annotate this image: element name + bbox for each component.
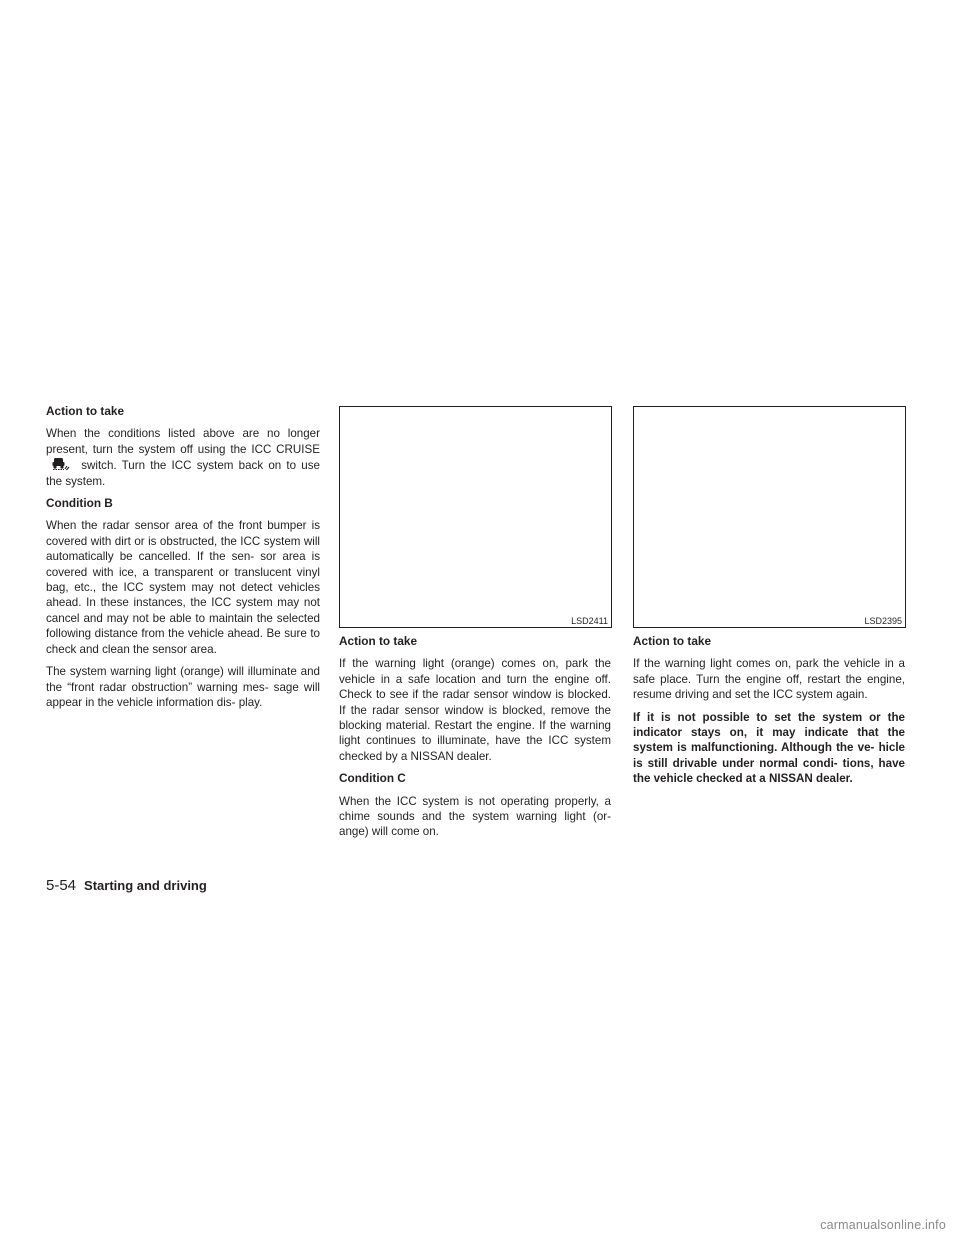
page-footer (46, 877, 207, 895)
action-text-before-icon: When the conditions listed above are no longer present, turn the system off using the ICC CRUISE (46, 427, 320, 456)
condition-b-paragraph: When the radar sensor area of the front bumper is covered with dirt or is obstructed, the ICC system will automatically be cancelled. If the sen- sor area is covered with ice, a transparent or translucent vinyl bag, etc., the ICC system may not detect vehicles ahead. In these instances, the ICC system may not cancel and may not be able to maintain the selected following distance from the vehicle ahead. Be sure to check and clean the sensor area. (46, 519, 320, 656)
action-paragraph: If the warning light comes on, park the vehicle in a safe place. Turn the engine off, restart the engine, resume driving and set the ICC system again. (633, 657, 905, 702)
action-paragraph: If the warning light (orange) comes on, park the vehicle in a safe location and turn the engine off. Check to see if the radar sensor window is blocked. If the radar sensor window is blocked, remove the blocking material. Restart the engine. If the warning light continues to illuminate, have the ICC system checked by a NISSAN dealer. (339, 657, 611, 763)
figure-lsd2395 (633, 406, 906, 628)
malfunction-warning-paragraph: If it is not possible to set the system or the indicator stays on, it may indicate that the system is malfunctioning. Although the ve- hicle is still drivable under normal condi- tions, have the vehicle checked at a NISSAN dealer. (633, 710, 905, 786)
cruise-car-icon (50, 457, 70, 471)
condition-b-heading: Condition B (46, 496, 113, 511)
right-column (633, 634, 905, 794)
left-column (46, 404, 320, 717)
warning-light-paragraph: The system warning light (orange) will illuminate and the “front radar obstruction” warning mes- sage will appear in the vehicle information dis- play. (46, 665, 320, 709)
action-heading: Action to take (46, 404, 124, 418)
section-title: Starting and driving (84, 878, 207, 893)
condition-c-heading: Condition C (339, 771, 406, 786)
watermark: carmanualsonline.info (820, 1218, 946, 1232)
middle-column (339, 634, 611, 847)
action-heading: Action to take (339, 634, 417, 648)
figure-code: LSD2395 (864, 616, 902, 626)
action-text-after-icon: switch. Turn the ICC system back on to use the system. (46, 459, 320, 488)
action-paragraph (46, 426, 320, 489)
page-number: 5-54 (46, 877, 77, 894)
action-heading: Action to take (633, 634, 711, 648)
figure-code: LSD2411 (571, 616, 608, 626)
figure-lsd2411 (339, 406, 612, 628)
condition-c-paragraph: When the ICC system is not operating properly, a chime sounds and the system warning light (or- ange) will come on. (339, 794, 611, 839)
